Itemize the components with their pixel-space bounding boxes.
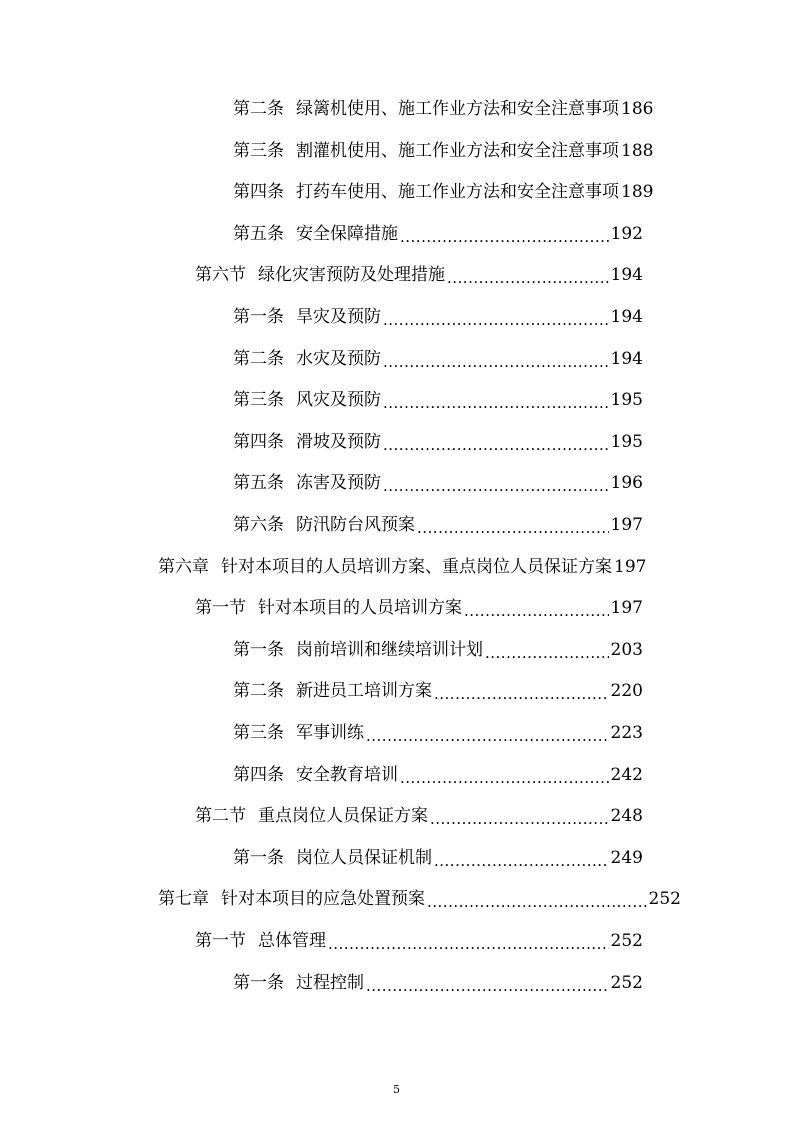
- toc-dot-leader: [415, 508, 609, 542]
- toc-entry-prefix: 第三条: [233, 390, 284, 411]
- toc-entry-prefix: 第七章: [158, 889, 209, 910]
- toc-entry[interactable]: [233, 342, 643, 376]
- toc-entry-page-number: 223: [610, 723, 643, 743]
- toc-entry[interactable]: [233, 92, 654, 126]
- toc-entry-title: 针对本项目的人员培训方案、重点岗位人员保证方案: [221, 556, 612, 577]
- toc-entry-title: 防汛防台风预案: [296, 515, 415, 535]
- toc-dot-leader: [364, 716, 609, 750]
- toc-entry-title: 风灾及预防: [296, 390, 381, 411]
- toc-dot-leader: [381, 425, 609, 459]
- toc-entry-prefix: 第六条: [233, 515, 284, 535]
- toc-dot-leader: [381, 466, 609, 500]
- toc-entry-page-number: 192: [610, 223, 643, 244]
- toc-entry-page-number: 195: [610, 390, 643, 411]
- toc-entry-prefix: 第四条: [233, 431, 284, 452]
- toc-entry-page-number: 248: [610, 806, 643, 827]
- toc-dot-leader: [432, 841, 609, 875]
- toc-entry-page-number: 196: [610, 473, 643, 494]
- toc-entry-page-number: 194: [610, 348, 643, 369]
- toc-dot-leader: [445, 258, 609, 292]
- toc-entry-prefix: 第一条: [233, 847, 284, 868]
- toc-entry[interactable]: [233, 425, 643, 459]
- toc-entry-page-number: 242: [610, 764, 643, 785]
- toc-entry-title: 军事训练: [296, 723, 364, 743]
- toc-dot-leader: [398, 217, 609, 251]
- toc-entry-title: 割灌机使用、施工作业方法和安全注意事项: [296, 140, 619, 161]
- toc-entry-prefix: 第六节: [195, 265, 246, 286]
- toc-entry[interactable]: [195, 799, 643, 833]
- toc-entry-title: 安全保障措施: [296, 223, 398, 244]
- toc-dot-leader: [364, 966, 609, 1000]
- toc-entry-prefix: 第六章: [158, 556, 209, 577]
- toc-entry-title: 重点岗位人员保证方案: [258, 806, 428, 827]
- toc-entry[interactable]: [233, 633, 643, 667]
- toc-entry-page-number: 194: [610, 307, 643, 327]
- toc-dot-leader: [381, 300, 609, 334]
- toc-entry-page-number: 197: [610, 598, 643, 619]
- toc-dot-leader: [483, 633, 609, 667]
- toc-entry-title: 新进员工培训方案: [296, 681, 432, 702]
- toc-entry[interactable]: [158, 550, 681, 584]
- toc-entry-page-number: 195: [610, 431, 643, 452]
- toc-dot-leader: [462, 591, 609, 625]
- toc-entry-title: 针对本项目的应急处置预案: [221, 889, 425, 910]
- toc-entry[interactable]: [233, 383, 643, 417]
- toc-entry[interactable]: [195, 924, 643, 958]
- toc-entry-page-number: 189: [621, 182, 654, 203]
- toc-entry-title: 针对本项目的人员培训方案: [258, 598, 462, 619]
- toc-entry-page-number: 252: [610, 931, 643, 951]
- toc-entry-prefix: 第二条: [233, 681, 284, 702]
- toc-entry-prefix: 第二节: [195, 806, 246, 827]
- page-number: 5: [393, 1083, 400, 1096]
- toc-entry-title: 打药车使用、施工作业方法和安全注意事项: [296, 182, 619, 203]
- toc-entry-page-number: 220: [610, 681, 643, 702]
- toc-entry-title: 总体管理: [258, 931, 326, 951]
- toc-dot-leader: [398, 758, 609, 792]
- toc-entry-prefix: 第一条: [233, 972, 284, 993]
- toc-entry-prefix: 第三条: [233, 140, 284, 161]
- toc-entry-page-number: 197: [610, 515, 643, 535]
- toc-entry-prefix: 第五条: [233, 223, 284, 244]
- toc-dot-leader: [381, 383, 609, 417]
- toc-entry[interactable]: [158, 882, 681, 916]
- toc-entry-title: 岗前培训和继续培训计划: [296, 639, 483, 660]
- toc-entry[interactable]: [233, 300, 643, 334]
- toc-entry-prefix: 第一条: [233, 307, 284, 327]
- toc-dot-leader: [326, 924, 609, 958]
- toc-entry[interactable]: [233, 758, 643, 792]
- toc-entry-prefix: 第一节: [195, 931, 246, 951]
- toc-entry[interactable]: [233, 466, 643, 500]
- toc-entry-page-number: 197: [614, 556, 647, 577]
- toc-entry-title: 绿化灾害预防及处理措施: [258, 265, 445, 286]
- toc-entry-title: 滑坡及预防: [296, 431, 381, 452]
- toc-entry[interactable]: [233, 175, 654, 209]
- toc-entry[interactable]: [233, 841, 643, 875]
- toc-entry-page-number: 194: [610, 265, 643, 286]
- toc-entry-prefix: 第二条: [233, 348, 284, 369]
- toc-entry-page-number: 203: [610, 639, 643, 660]
- toc-entry[interactable]: [195, 591, 643, 625]
- toc-entry-page-number: 252: [610, 972, 643, 993]
- toc-entry-prefix: 第三条: [233, 723, 284, 743]
- toc-entry-title: 水灾及预防: [296, 348, 381, 369]
- toc-entry[interactable]: [233, 716, 643, 750]
- toc-entry-page-number: 186: [621, 99, 654, 119]
- toc-entry[interactable]: [233, 966, 643, 1000]
- toc-entry-title: 岗位人员保证机制: [296, 847, 432, 868]
- toc-entry-page-number: 188: [621, 140, 654, 161]
- toc-dot-leader: [425, 882, 647, 916]
- toc-entry-prefix: 第四条: [233, 182, 284, 203]
- toc-dot-leader: [428, 799, 609, 833]
- toc-dot-leader: [381, 342, 609, 376]
- toc-entry-prefix: 第一节: [195, 598, 246, 619]
- toc-entry-prefix: 第二条: [233, 99, 284, 119]
- toc-entry[interactable]: [233, 674, 643, 708]
- toc-entry-title: 安全教育培训: [296, 764, 398, 785]
- toc-entry-title: 冻害及预防: [296, 473, 381, 494]
- toc-entry[interactable]: [233, 217, 643, 251]
- toc-entry-page-number: 249: [610, 847, 643, 868]
- toc-entry-title: 绿篱机使用、施工作业方法和安全注意事项: [296, 99, 619, 119]
- toc-entry[interactable]: [233, 134, 654, 168]
- toc-entry-title: 旱灾及预防: [296, 307, 381, 327]
- toc-entry-title: 过程控制: [296, 972, 364, 993]
- toc-entry-prefix: 第四条: [233, 764, 284, 785]
- toc-entry[interactable]: [233, 508, 643, 542]
- toc-entry-page-number: 252: [648, 889, 681, 910]
- toc-entry-prefix: 第五条: [233, 473, 284, 494]
- toc-entry[interactable]: [195, 258, 643, 292]
- toc-entry-prefix: 第一条: [233, 639, 284, 660]
- toc-dot-leader: [432, 674, 609, 708]
